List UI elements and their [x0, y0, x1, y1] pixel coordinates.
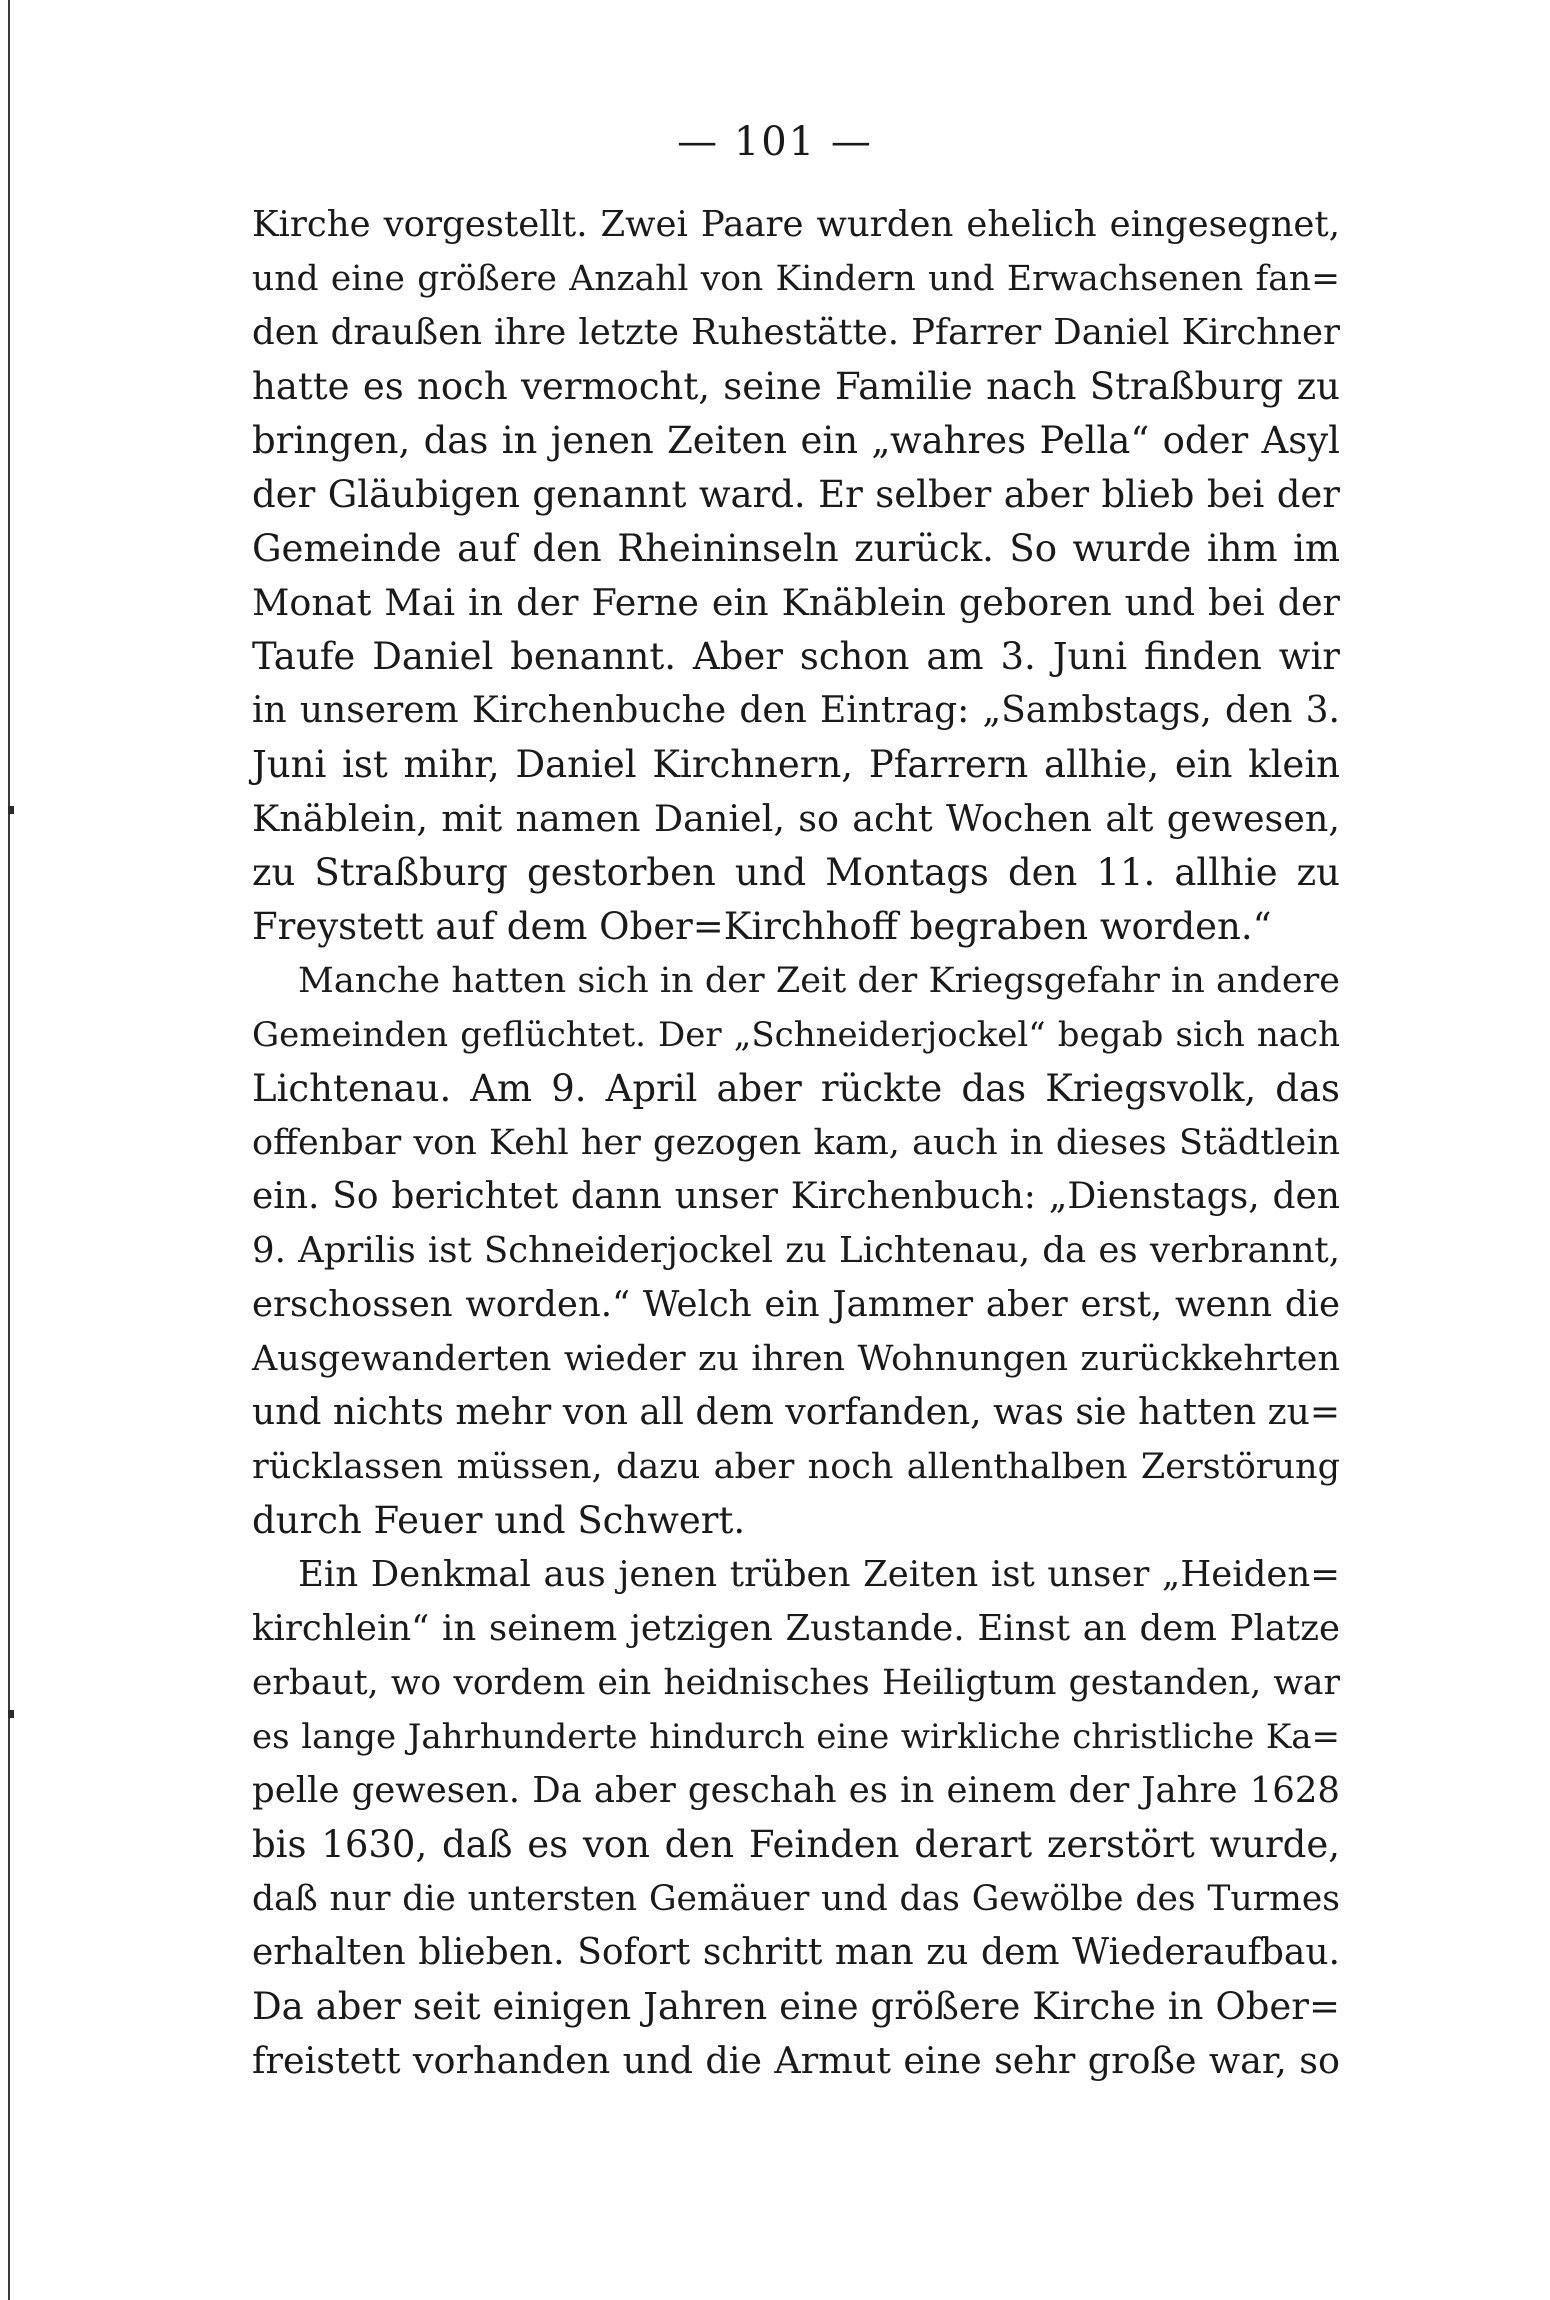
text-line: Knäblein, mit namen Daniel, so acht Wochen alt gewesen,	[252, 797, 1340, 840]
text-line: offenbar von Kehl her gezogen kam, auch in dieses Städtlein	[252, 1123, 1340, 1163]
edge-mark	[8, 1710, 14, 1718]
text-line: Gemeinde auf den Rheininseln zurück. So wurde ihm im	[252, 527, 1340, 570]
text-line: Taufe Daniel benannt. Aber schon am 3. Juni finden wir	[252, 635, 1340, 678]
text-line: durch Feuer und Schwert.	[252, 1499, 746, 1542]
text-line: in unserem Kirchenbuche den Eintrag: „Sambstags, den 3.	[252, 690, 1340, 731]
text-line: zu Straßburg gestorben und Montags den 11. allhie zu	[252, 851, 1340, 894]
page-number: — 101 —	[677, 119, 873, 165]
text-line: freistett vorhanden und die Armut eine sehr große war, so	[252, 2039, 1340, 2082]
text-line: Kirche vorgestellt. Zwei Paare wurden ehelich eingesegnet,	[252, 204, 1340, 245]
text-line: 9. Aprilis ist Schneiderjockel zu Lichtenau, da es verbrannt,	[252, 1230, 1340, 1271]
text-line: es lange Jahrhunderte hindurch eine wirkliche christliche Ka=	[252, 1717, 1340, 1757]
text-line: Gemeinden geflüchtet. Der „Schneiderjockel“ begab sich nach	[252, 1015, 1340, 1055]
text-line: Ausgewanderten wieder zu ihren Wohnungen zurückkehrten	[252, 1339, 1340, 1379]
text-line: bringen, das in jenen Zeiten ein „wahres Pella“ oder Asyl	[252, 419, 1340, 462]
text-line: erhalten blieben. Sofort schritt man zu dem Wiederaufbau.	[252, 1932, 1340, 1973]
text-line: Manche hatten sich in der Zeit der Kriegsgefahr in andere	[298, 961, 1340, 1001]
text-line: den draußen ihre letzte Ruhestätte. Pfarrer Daniel Kirchner	[252, 312, 1340, 353]
text-line: und nichts mehr von all dem vorfanden, was sie hatten zu=	[252, 1392, 1340, 1433]
text-line: Monat Mai in der Ferne ein Knäblein geboren und bei der	[252, 581, 1340, 624]
text-line: Da aber seit einigen Jahren eine größere Kirche in Ober=	[252, 1985, 1340, 2028]
text-line: Juni ist mihr, Daniel Kirchnern, Pfarrern allhie, ein klein	[252, 743, 1340, 786]
text-line: hatte es noch vermocht, seine Familie nach Straßburg zu	[252, 365, 1340, 408]
text-line: Lichtenau. Am 9. April aber rückte das Kriegsvolk, das	[252, 1067, 1340, 1110]
text-line: daß nur die untersten Gemäuer und das Gewölbe des Turmes	[252, 1879, 1340, 1919]
text-line: kirchlein“ in seinem jetzigen Zustande. Einst an dem Platze	[252, 1608, 1340, 1649]
text-line: Ein Denkmal aus jenen trüben Zeiten ist unser „Heiden=	[298, 1554, 1340, 1595]
text-line: erbaut, wo vordem ein heidnisches Heiligtum gestanden, war	[252, 1663, 1340, 1703]
body-text	[252, 198, 1340, 2088]
text-line: erschossen worden.“ Welch ein Jammer aber erst, wenn die	[252, 1284, 1340, 1325]
text-line: der Gläubigen genannt ward. Er selber aber blieb bei der	[252, 473, 1340, 516]
edge-mark	[8, 806, 14, 814]
text-line: Freystett auf dem Ober=Kirchhoff begraben worden.“	[252, 905, 1272, 948]
text-line: bis 1630, daß es von den Feinden derart zerstört wurde,	[252, 1823, 1340, 1866]
text-line: rücklassen müssen, dazu aber noch allenthalben Zerstörung	[252, 1447, 1340, 1487]
text-line: pelle gewesen. Da aber geschah es in einem der Jahre 1628	[252, 1770, 1340, 1811]
page-edge-line	[8, 0, 10, 2300]
text-line: und eine größere Anzahl von Kindern und Erwachsenen fan=	[252, 259, 1340, 299]
text-line: ein. So berichtet dann unser Kirchenbuch: „Dienstags, den	[252, 1176, 1340, 1217]
